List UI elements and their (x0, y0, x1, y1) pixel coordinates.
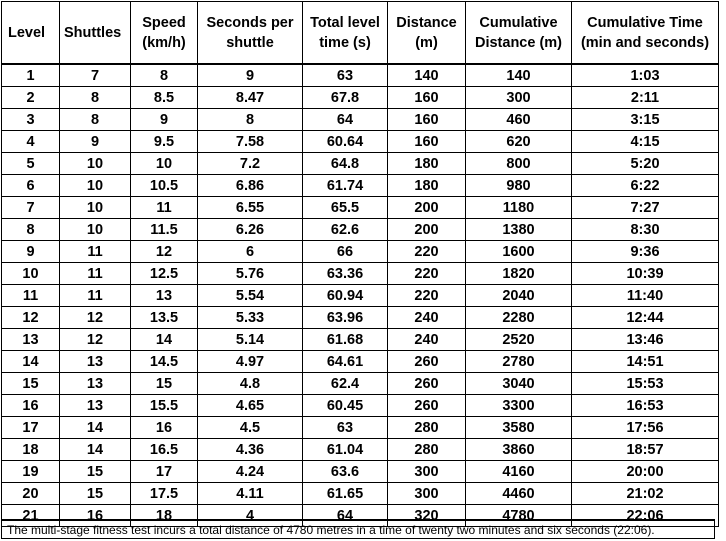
cell-shuttles: 15 (60, 483, 131, 505)
cell-level: 21 (2, 505, 60, 527)
cell-distance: 240 (388, 329, 466, 351)
cell-seconds-per-shuttle: 5.76 (198, 263, 303, 285)
cell-speed: 18 (131, 505, 198, 527)
cell-distance: 280 (388, 417, 466, 439)
cell-distance: 220 (388, 241, 466, 263)
cell-level: 16 (2, 395, 60, 417)
cell-level: 15 (2, 373, 60, 395)
cell-total-level-time: 62.4 (303, 373, 388, 395)
cell-cumulative-time: 16:53 (572, 395, 719, 417)
cell-cumulative-time: 3:15 (572, 109, 719, 131)
cell-total-level-time: 61.68 (303, 329, 388, 351)
cell-total-level-time: 62.6 (303, 219, 388, 241)
cell-total-level-time: 66 (303, 241, 388, 263)
cell-shuttles: 12 (60, 329, 131, 351)
cell-cumulative-distance: 4460 (466, 483, 572, 505)
cell-cumulative-time: 10:39 (572, 263, 719, 285)
cell-speed: 12 (131, 241, 198, 263)
cell-total-level-time: 63.6 (303, 461, 388, 483)
header-total-level-time: Total level time (s) (303, 2, 388, 65)
cell-cumulative-time: 8:30 (572, 219, 719, 241)
table-row (2, 109, 719, 131)
cell-seconds-per-shuttle: 4.24 (198, 461, 303, 483)
cell-shuttles: 11 (60, 263, 131, 285)
cell-total-level-time: 64.61 (303, 351, 388, 373)
cell-speed: 17.5 (131, 483, 198, 505)
cell-speed: 15 (131, 373, 198, 395)
cell-level: 18 (2, 439, 60, 461)
cell-total-level-time: 61.65 (303, 483, 388, 505)
cell-total-level-time: 61.74 (303, 175, 388, 197)
cell-distance: 320 (388, 505, 466, 527)
table-row (2, 241, 719, 263)
cell-distance: 200 (388, 197, 466, 219)
fitness-test-table (1, 1, 719, 527)
cell-shuttles: 11 (60, 285, 131, 307)
cell-speed: 12.5 (131, 263, 198, 285)
cell-speed: 14.5 (131, 351, 198, 373)
cell-shuttles: 13 (60, 395, 131, 417)
cell-speed: 16.5 (131, 439, 198, 461)
table-row (2, 175, 719, 197)
cell-seconds-per-shuttle: 9 (198, 64, 303, 87)
table-row (2, 329, 719, 351)
table-body (2, 64, 719, 527)
cell-level: 14 (2, 351, 60, 373)
cell-seconds-per-shuttle: 4.8 (198, 373, 303, 395)
cell-distance: 220 (388, 263, 466, 285)
cell-cumulative-time: 1:03 (572, 64, 719, 87)
cell-shuttles: 10 (60, 153, 131, 175)
cell-total-level-time: 67.8 (303, 87, 388, 109)
table-row (2, 373, 719, 395)
cell-cumulative-time: 7:27 (572, 197, 719, 219)
cell-distance: 260 (388, 373, 466, 395)
cell-seconds-per-shuttle: 4.97 (198, 351, 303, 373)
cell-shuttles: 7 (60, 64, 131, 87)
cell-shuttles: 10 (60, 175, 131, 197)
cell-distance: 140 (388, 64, 466, 87)
cell-speed: 15.5 (131, 395, 198, 417)
cell-level: 19 (2, 461, 60, 483)
table-row (2, 153, 719, 175)
cell-seconds-per-shuttle: 6.86 (198, 175, 303, 197)
table-row (2, 417, 719, 439)
cell-cumulative-time: 21:02 (572, 483, 719, 505)
cell-cumulative-distance: 800 (466, 153, 572, 175)
cell-cumulative-distance: 2040 (466, 285, 572, 307)
footer-note: The multi-stage fitness test incurs a total distance of 4780 metres in a time of twenty two minutes and six seconds (22:06). (1, 519, 715, 539)
cell-level: 10 (2, 263, 60, 285)
cell-total-level-time: 64 (303, 505, 388, 527)
cell-speed: 10.5 (131, 175, 198, 197)
cell-speed: 9.5 (131, 131, 198, 153)
cell-level: 4 (2, 131, 60, 153)
cell-seconds-per-shuttle: 8.47 (198, 87, 303, 109)
cell-seconds-per-shuttle: 4.36 (198, 439, 303, 461)
table-row (2, 285, 719, 307)
cell-shuttles: 12 (60, 307, 131, 329)
cell-speed: 13.5 (131, 307, 198, 329)
cell-total-level-time: 60.94 (303, 285, 388, 307)
table-row (2, 87, 719, 109)
cell-cumulative-distance: 3040 (466, 373, 572, 395)
cell-seconds-per-shuttle: 4.65 (198, 395, 303, 417)
cell-level: 17 (2, 417, 60, 439)
header-cumulative-distance: Cumulative Distance (m) (466, 2, 572, 65)
cell-total-level-time: 63.36 (303, 263, 388, 285)
cell-cumulative-distance: 2280 (466, 307, 572, 329)
cell-level: 9 (2, 241, 60, 263)
cell-cumulative-time: 2:11 (572, 87, 719, 109)
cell-distance: 220 (388, 285, 466, 307)
cell-cumulative-distance: 3580 (466, 417, 572, 439)
cell-shuttles: 15 (60, 461, 131, 483)
cell-cumulative-distance: 620 (466, 131, 572, 153)
cell-level: 7 (2, 197, 60, 219)
cell-seconds-per-shuttle: 5.14 (198, 329, 303, 351)
cell-cumulative-distance: 300 (466, 87, 572, 109)
cell-seconds-per-shuttle: 8 (198, 109, 303, 131)
cell-distance: 200 (388, 219, 466, 241)
cell-distance: 180 (388, 153, 466, 175)
cell-distance: 160 (388, 131, 466, 153)
cell-cumulative-distance: 1600 (466, 241, 572, 263)
cell-distance: 160 (388, 87, 466, 109)
cell-distance: 260 (388, 351, 466, 373)
cell-cumulative-time: 15:53 (572, 373, 719, 395)
cell-total-level-time: 60.45 (303, 395, 388, 417)
cell-level: 2 (2, 87, 60, 109)
cell-cumulative-distance: 3300 (466, 395, 572, 417)
cell-cumulative-time: 17:56 (572, 417, 719, 439)
cell-total-level-time: 64 (303, 109, 388, 131)
table-row (2, 395, 719, 417)
cell-cumulative-distance: 4160 (466, 461, 572, 483)
cell-cumulative-time: 9:36 (572, 241, 719, 263)
cell-total-level-time: 61.04 (303, 439, 388, 461)
cell-cumulative-distance: 140 (466, 64, 572, 87)
cell-cumulative-distance: 3860 (466, 439, 572, 461)
cell-cumulative-time: 4:15 (572, 131, 719, 153)
cell-shuttles: 11 (60, 241, 131, 263)
cell-speed: 8 (131, 64, 198, 87)
cell-cumulative-time: 12:44 (572, 307, 719, 329)
cell-shuttles: 8 (60, 87, 131, 109)
cell-cumulative-distance: 4780 (466, 505, 572, 527)
cell-shuttles: 14 (60, 439, 131, 461)
cell-total-level-time: 65.5 (303, 197, 388, 219)
cell-cumulative-time: 13:46 (572, 329, 719, 351)
cell-distance: 260 (388, 395, 466, 417)
cell-cumulative-distance: 1820 (466, 263, 572, 285)
cell-speed: 17 (131, 461, 198, 483)
table-row (2, 351, 719, 373)
cell-level: 5 (2, 153, 60, 175)
cell-cumulative-distance: 980 (466, 175, 572, 197)
cell-cumulative-time: 6:22 (572, 175, 719, 197)
cell-seconds-per-shuttle: 7.2 (198, 153, 303, 175)
header-distance: Distance (m) (388, 2, 466, 65)
cell-distance: 180 (388, 175, 466, 197)
cell-distance: 240 (388, 307, 466, 329)
cell-seconds-per-shuttle: 5.33 (198, 307, 303, 329)
cell-distance: 300 (388, 483, 466, 505)
cell-distance: 300 (388, 461, 466, 483)
cell-speed: 13 (131, 285, 198, 307)
cell-seconds-per-shuttle: 4 (198, 505, 303, 527)
cell-speed: 11 (131, 197, 198, 219)
cell-level: 20 (2, 483, 60, 505)
cell-distance: 280 (388, 439, 466, 461)
table-row (2, 197, 719, 219)
cell-total-level-time: 63 (303, 417, 388, 439)
cell-speed: 11.5 (131, 219, 198, 241)
cell-shuttles: 10 (60, 197, 131, 219)
cell-shuttles: 13 (60, 373, 131, 395)
cell-seconds-per-shuttle: 4.5 (198, 417, 303, 439)
cell-cumulative-time: 22:06 (572, 505, 719, 527)
table-row (2, 483, 719, 505)
cell-seconds-per-shuttle: 5.54 (198, 285, 303, 307)
table-row (2, 307, 719, 329)
cell-shuttles: 9 (60, 131, 131, 153)
cell-cumulative-time: 14:51 (572, 351, 719, 373)
header-shuttles: Shuttles (60, 2, 131, 65)
cell-cumulative-time: 18:57 (572, 439, 719, 461)
cell-shuttles: 10 (60, 219, 131, 241)
cell-total-level-time: 64.8 (303, 153, 388, 175)
cell-cumulative-distance: 2520 (466, 329, 572, 351)
cell-speed: 10 (131, 153, 198, 175)
cell-seconds-per-shuttle: 4.11 (198, 483, 303, 505)
header-seconds-per-shuttle: Seconds per shuttle (198, 2, 303, 65)
table-row (2, 461, 719, 483)
cell-seconds-per-shuttle: 7.58 (198, 131, 303, 153)
cell-speed: 14 (131, 329, 198, 351)
cell-level: 3 (2, 109, 60, 131)
cell-level: 13 (2, 329, 60, 351)
cell-shuttles: 16 (60, 505, 131, 527)
table-row (2, 64, 719, 87)
table-row (2, 131, 719, 153)
cell-shuttles: 13 (60, 351, 131, 373)
cell-cumulative-distance: 1380 (466, 219, 572, 241)
cell-level: 6 (2, 175, 60, 197)
cell-total-level-time: 63.96 (303, 307, 388, 329)
cell-cumulative-time: 5:20 (572, 153, 719, 175)
cell-shuttles: 14 (60, 417, 131, 439)
cell-total-level-time: 60.64 (303, 131, 388, 153)
cell-seconds-per-shuttle: 6.26 (198, 219, 303, 241)
cell-level: 11 (2, 285, 60, 307)
table-row (2, 219, 719, 241)
header-cumulative-time: Cumulative Time (min and seconds) (572, 2, 719, 65)
cell-cumulative-time: 11:40 (572, 285, 719, 307)
header-level: Level (2, 2, 60, 65)
cell-shuttles: 8 (60, 109, 131, 131)
cell-level: 1 (2, 64, 60, 87)
cell-cumulative-distance: 2780 (466, 351, 572, 373)
cell-cumulative-distance: 1180 (466, 197, 572, 219)
cell-distance: 160 (388, 109, 466, 131)
cell-cumulative-distance: 460 (466, 109, 572, 131)
header-row (2, 2, 719, 65)
cell-cumulative-time: 20:00 (572, 461, 719, 483)
cell-seconds-per-shuttle: 6.55 (198, 197, 303, 219)
cell-total-level-time: 63 (303, 64, 388, 87)
header-speed: Speed (km/h) (131, 2, 198, 65)
table-row (2, 263, 719, 285)
table-row (2, 439, 719, 461)
cell-seconds-per-shuttle: 6 (198, 241, 303, 263)
cell-level: 12 (2, 307, 60, 329)
cell-speed: 9 (131, 109, 198, 131)
cell-speed: 16 (131, 417, 198, 439)
cell-speed: 8.5 (131, 87, 198, 109)
cell-level: 8 (2, 219, 60, 241)
